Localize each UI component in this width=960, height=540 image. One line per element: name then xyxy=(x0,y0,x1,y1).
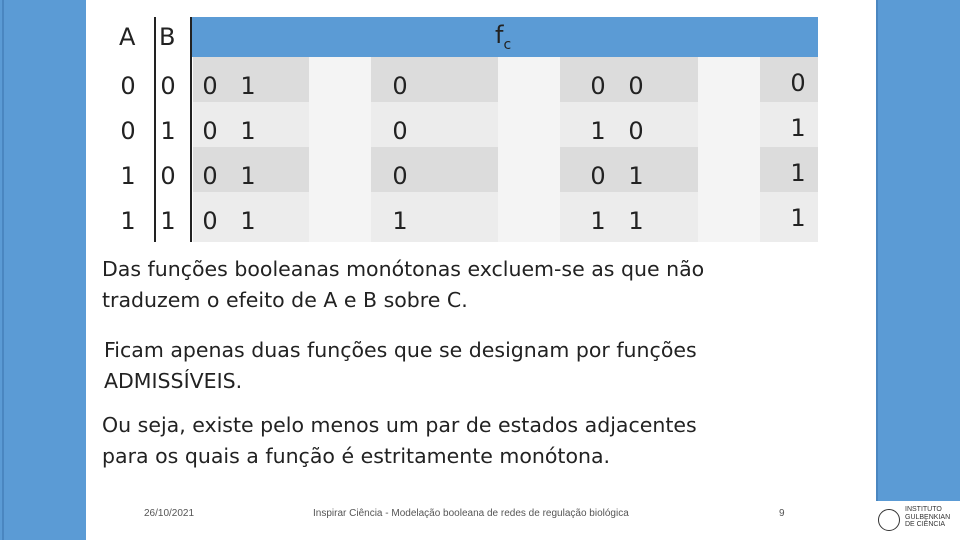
table-column-band xyxy=(309,57,371,242)
cell-b: 0 xyxy=(160,72,176,100)
footer-caption: Inspirar Ciência - Modelação booleana de redes de regulação biológica xyxy=(313,508,629,519)
paragraph-line: para os quais a função é estritamente monótona. xyxy=(102,444,611,468)
cell-c5: 1 xyxy=(628,207,644,235)
cell-c1: 0 xyxy=(202,162,218,190)
logo-text-line: DE CIÊNCIA xyxy=(905,521,946,528)
header-b: B xyxy=(159,23,176,51)
footer-date: 26/10/2021 xyxy=(144,508,195,519)
cell-a: 1 xyxy=(120,207,136,235)
left-side-bar xyxy=(0,0,89,540)
header-a: A xyxy=(119,23,136,51)
cell-c2: 1 xyxy=(240,117,256,145)
logo-text-line: INSTITUTO xyxy=(905,506,942,513)
paragraph-3 xyxy=(102,410,802,472)
right-side-bar xyxy=(876,0,960,540)
table-column-band xyxy=(698,57,760,242)
cell-c5: 0 xyxy=(628,72,644,100)
cell-c4: 0 xyxy=(590,162,606,190)
header-f-subscript: c xyxy=(503,36,512,53)
header-f: $f_c$ xyxy=(495,21,512,53)
cell-c2: 1 xyxy=(240,162,256,190)
cell-a: 0 xyxy=(120,117,136,145)
logo-emblem-icon xyxy=(878,509,900,531)
cell-c6: 0 xyxy=(790,69,806,97)
cell-c4: 1 xyxy=(590,207,606,235)
cell-c5: 1 xyxy=(628,162,644,190)
cell-c1: 0 xyxy=(202,207,218,235)
cell-c3: 0 xyxy=(392,72,408,100)
paragraph-line: traduzem o efeito de A e B sobre C. xyxy=(102,288,468,312)
paragraph-2 xyxy=(104,335,804,397)
cell-a: 0 xyxy=(120,72,136,100)
cell-c4: 1 xyxy=(590,117,606,145)
cell-c6: 1 xyxy=(790,114,806,142)
paragraph-line: ADMISSÍVEIS. xyxy=(104,369,243,393)
cell-c3: 1 xyxy=(392,207,408,235)
institute-logo xyxy=(872,501,960,540)
page-number: 9 xyxy=(779,508,785,519)
logo-text xyxy=(905,506,950,529)
paragraph-line: Ou seja, existe pelo menos um par de estados adjacentes xyxy=(102,413,697,437)
paragraph-line: Ficam apenas duas funções que se designam por funções xyxy=(104,338,697,362)
cell-c1: 0 xyxy=(202,72,218,100)
cell-c5: 0 xyxy=(628,117,644,145)
logo-text-line: GULBENKIAN xyxy=(905,513,951,521)
truth-table xyxy=(113,17,818,242)
cell-c4: 0 xyxy=(590,72,606,100)
paragraph-line: Das funções booleanas monótonas excluem-se as que não xyxy=(102,257,705,281)
column-divider xyxy=(190,17,192,242)
cell-a: 1 xyxy=(120,162,136,190)
cell-c3: 0 xyxy=(392,162,408,190)
cell-c6: 1 xyxy=(790,159,806,187)
cell-c2: 1 xyxy=(240,72,256,100)
cell-c1: 0 xyxy=(202,117,218,145)
table-column-band xyxy=(498,57,560,242)
cell-c6: 1 xyxy=(790,204,806,232)
cell-b: 0 xyxy=(160,162,176,190)
cell-c2: 1 xyxy=(240,207,256,235)
paragraph-1 xyxy=(102,254,802,316)
cell-b: 1 xyxy=(160,117,176,145)
cell-c3: 0 xyxy=(392,117,408,145)
cell-b: 1 xyxy=(160,207,176,235)
